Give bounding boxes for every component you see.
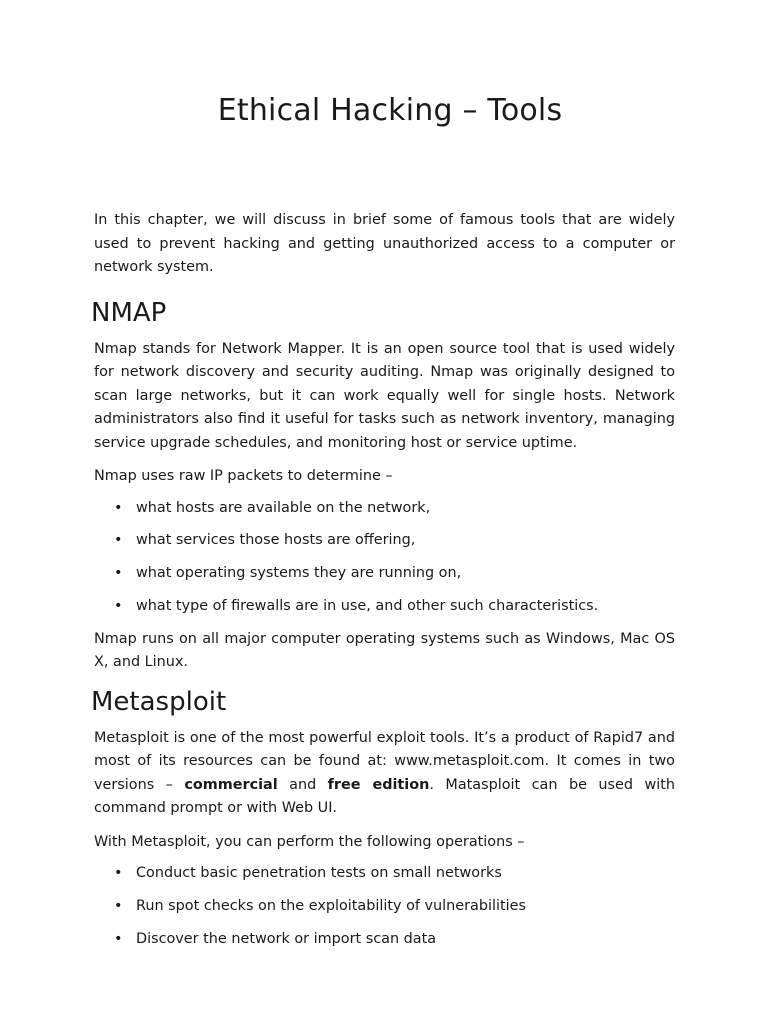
intro-paragraph: In this chapter, we will discuss in brief some of famous tools that are widely used to prevent hacking and getting unauthorized access to a computer or network system. <box>94 212 675 275</box>
bullet-icon: • <box>114 597 123 614</box>
document-body <box>91 209 675 961</box>
list-item: • what operating systems they are running on, <box>94 562 675 586</box>
page-title: Ethical Hacking – Tools <box>217 93 563 128</box>
commercial-emphasis: commercial <box>184 776 278 793</box>
bullet-icon: • <box>114 930 123 947</box>
list-item: • what hosts are available on the network, <box>94 497 675 521</box>
free-edition-emphasis: free edition <box>327 776 430 793</box>
nmap-bullet-list <box>94 497 675 619</box>
metasploit-heading: Metasploit <box>91 686 227 717</box>
bullet-icon: • <box>114 565 123 582</box>
nmap-lead: Nmap uses raw IP packets to determine – <box>94 468 393 484</box>
list-item: • Conduct basic penetration tests on small networks <box>94 862 675 886</box>
list-item: • what type of firewalls are in use, and other such characteristics. <box>94 595 675 619</box>
list-item: • Run spot checks on the exploitability of vulnerabilities <box>94 895 675 919</box>
bullet-icon: • <box>114 499 123 516</box>
metasploit-paragraph-1: Metasploit is one of the most powerful exploit tools. It’s a product of Rapid7 and most of its resources can be found at: www.metasploit.com. It comes in two versions – commercial and free edition. Matasploit can be used with command prompt or with Web UI. <box>94 729 675 817</box>
nmap-heading: NMAP <box>91 297 167 328</box>
list-item: • what services those hosts are offering, <box>94 529 675 553</box>
metasploit-lead: With Metasploit, you can perform the following operations – <box>94 833 525 850</box>
bullet-icon: • <box>114 532 123 549</box>
nmap-paragraph-1: Nmap stands for Network Mapper. It is an open source tool that is used widely for network discovery and security auditing. Nmap was originally designed to scan large networks, but it can work equally well for single hosts. Network administrators also find it useful for tasks such as network inventory, managing service upgrade schedules, and monitoring host or service uptime. <box>94 340 675 451</box>
metasploit-bullet-list <box>94 862 675 951</box>
bullet-icon: • <box>114 865 123 882</box>
bullet-icon: • <box>114 897 123 914</box>
list-item: • Discover the network or import scan data <box>94 928 675 952</box>
nmap-paragraph-2: Nmap runs on all major computer operating systems such as Windows, Mac OS X, and Linux. <box>94 630 675 671</box>
